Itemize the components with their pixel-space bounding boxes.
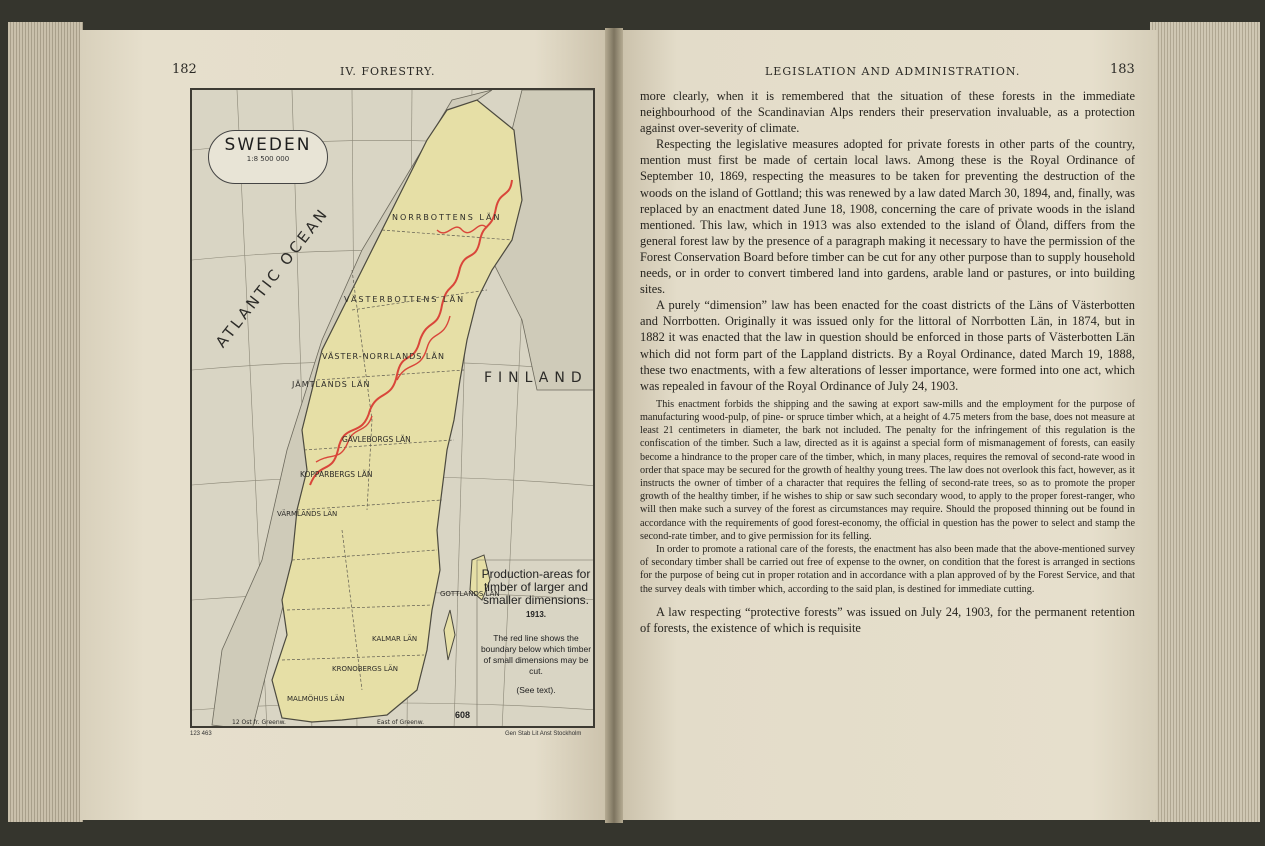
body-paragraph: A law respecting “protective forests” was issued on July 24, 1903, for the permanent retention of forests, the existence of which is requisite — [640, 604, 1135, 635]
small-paragraph: In order to promote a rational care of the forests, the enactment has also been made that the above-mentioned survey of secondary timber shall be carried out free of expense to the owner, on condition that the forest is arranged in sections for the purpose of being cut in proper rotation and in accordance with a plan approved of by the Forest Service, and that the survey deals with timber which, according to the said plan, is destined for immediate cutting. — [640, 544, 1135, 595]
left-running-head: IV. FORESTRY. — [340, 65, 436, 78]
region-label: KALMAR LÄN — [372, 635, 418, 643]
region-label: KOPPARBERGS LÄN — [300, 470, 373, 479]
right-running-head: LEGISLATION AND ADMINISTRATION. — [765, 65, 1021, 78]
legend-year: 1913. — [525, 610, 547, 619]
map-imprint-right: Gen Stab Lit Anst Stockholm — [505, 731, 582, 737]
map-title: SWEDEN — [224, 135, 312, 155]
legend-note: The red line shows the boundary below which timber of small dimensions may be cut. — [480, 633, 592, 676]
region-label: VÄSTERBOTTENS LÄN — [344, 295, 466, 304]
map-title-box — [208, 130, 328, 184]
legend-heading: Production-areas for timber of larger and smaller dimensions. — [481, 567, 591, 607]
map-scale: 1:8 500 000 — [246, 155, 290, 163]
region-label: JÄMTLANDS LÄN — [292, 380, 371, 389]
right-page-number: 183 — [1110, 62, 1135, 77]
map-country-label: FINLAND — [484, 370, 588, 386]
region-label: VÄSTER-NORRLANDS LÄN — [322, 352, 445, 361]
region-label: KRONOBERGS LÄN — [332, 665, 398, 673]
body-paragraph: A purely “dimension” law has been enacted for the coast districts of the Läns of Västerbotten and Norrbotten. Originally it was issued only for the littoral of Norrbotten Län, in 1874, but in 1882 it was enacted that the law in question should be enforced in those parts of Västerbotten Län which did not form part of the Lappland districts. By a Royal Ordinance, dated March 19, 1888, these two enactments, with a few alterations of lesser importance, were formed into one act, which was repealed in favour of the Royal Ordinance of July 24, 1903. — [640, 298, 1135, 393]
map-legend — [480, 568, 592, 695]
body-paragraph: more clearly, when it is remembered that the situation of these forests in the immediate neighbourhood of the Scandinavian Alps renders their preservation invaluable, as a protection against over-severity of climate. — [640, 89, 1135, 136]
map-longitude-mid: East of Greenw. — [377, 719, 424, 726]
region-label: GOTTLANDS LÄN — [440, 590, 500, 598]
legend-see-text: (See text). — [516, 685, 556, 695]
page-edges-left — [8, 22, 83, 822]
map-plate-number: 608 — [455, 710, 471, 720]
sweden-map — [190, 88, 595, 728]
region-label: VÄRMLANDS LÄN — [277, 510, 338, 518]
region-label: NORRBOTTENS LÄN — [392, 213, 502, 222]
body-paragraph: Respecting the legislative measures adopted for private forests in other parts of the country, mention must first be made of certain local laws. Among these is the Royal Ordinance of September 10, 1869, respecting the measures to be taken for preventing the destruction of the woods on the island of Gottland; this was renewed by a law dated March 30, 1894, and, finally, was replaced by an enactment dated June 18, 1908, concerning the care of private woods in the island mentioned. This law, which in 1913 was also extended to the island of Öland, differs from the general forest law by the presence of a paragraph making it necessary to have the permission of the Forest Conservation Board before timber can be cut for any other purpose than to supply household needs, or in order to convert timbered land into gardens, arable land or pastures, or into building sites. — [640, 137, 1135, 297]
map-longitude-left: 12 Ost fr. Greenw. — [232, 719, 286, 726]
book-gutter — [605, 28, 623, 823]
page-edges-right — [1150, 22, 1260, 822]
region-label: GÄVLEBORGS LÄN — [342, 435, 411, 444]
region-label: MALMÖHUS LÄN — [287, 695, 345, 703]
small-paragraph: This enactment forbids the shipping and the sawing at export saw-mills and the employment for the purpose of manufacturing wood-pulp, of pine- or spruce timber which, at a height of 4.75 meters from the base, does not measure at least 21 centimeters in diameter, the bark not included. The penalty for the infringement of this regulation is the confiscation of the timber. Such a law, directed as it is against a special form of mismanagement of forests, can easily become a hindrance to the proper care of the timber, which, in many places, requires the removal of second-rate wood in order that space may be secured for the growth of healthy young trees. The law does not overlook this fact, however, as it instructs the owner of timber of a character that requires the felling of second-rate trees, so as to promote the proper growth of the healthy timber, if he wishes to ship or saw such secondary wood, to apply to the proper forest-ranger, who will then make such a survey of the forest as circumstances may require. Should the proposed thinning out be found in accordance with the requirements of good forest-economy, the official in question has the power to select and stamp the second-rate timber, and to give permission for its felling. — [640, 398, 1135, 542]
map-sea-label: ATLANTIC OCEAN — [212, 204, 333, 352]
left-page-number: 182 — [172, 62, 197, 77]
right-page-body — [640, 88, 1135, 636]
map-imprint-left: 123 463 — [190, 731, 212, 737]
